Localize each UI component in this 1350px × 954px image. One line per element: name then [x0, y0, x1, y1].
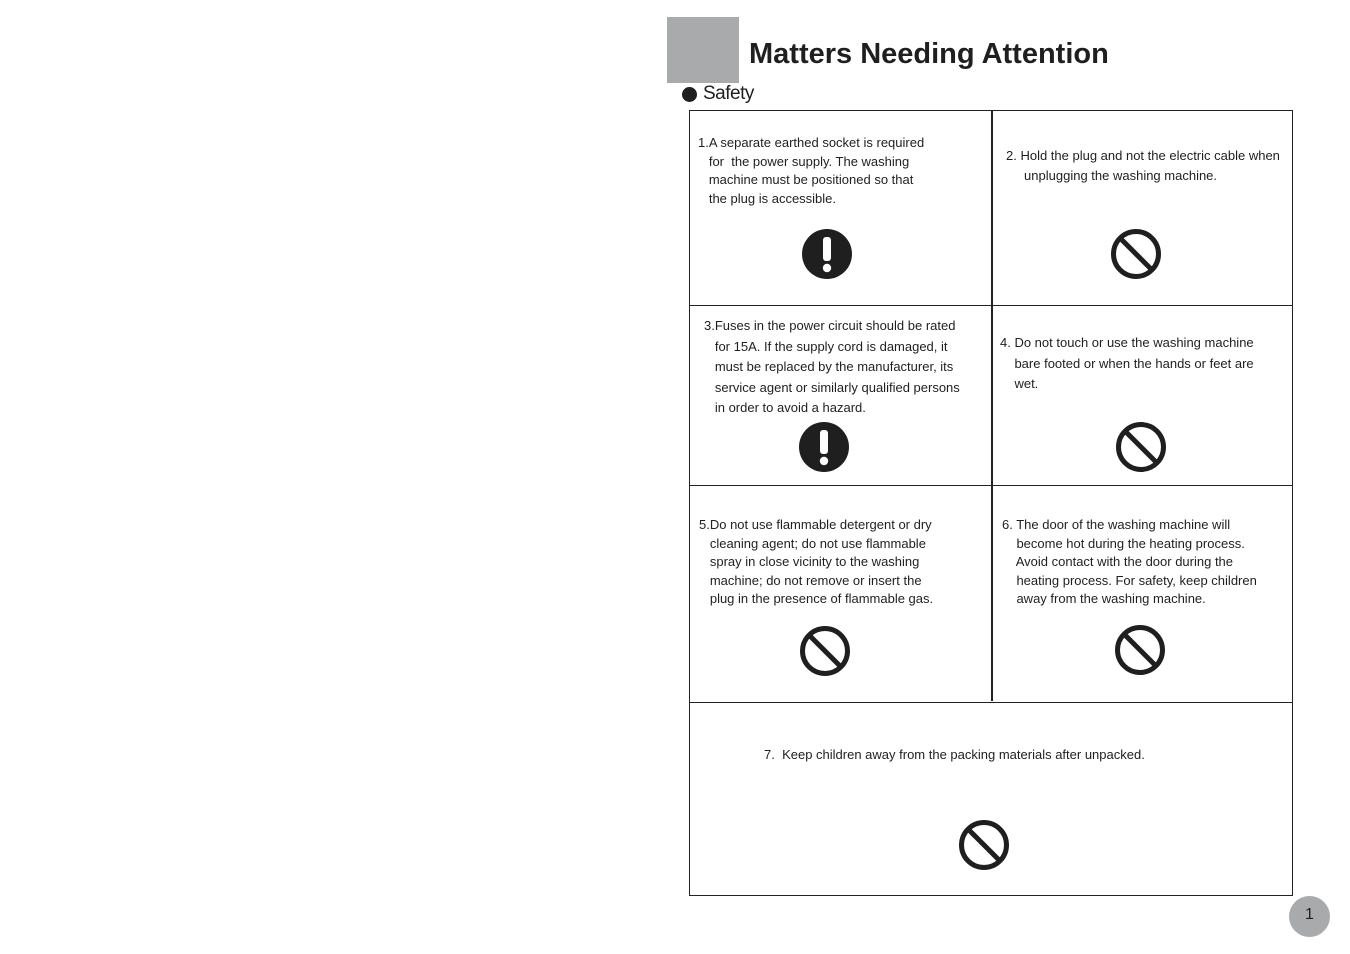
- page-number: 1: [1289, 896, 1330, 937]
- header-gray-block: [667, 17, 739, 83]
- table-divider-row-1: [690, 305, 1293, 306]
- exclamation-icon: [798, 421, 850, 473]
- safety-item-6-text: 6. The door of the washing machine will become hot during the heating process. Avoid contact with the door during the heating process. For safety, keep children away from the washing machine.: [1002, 517, 1257, 606]
- safety-item-3-text: 3.Fuses in the power circuit should be rated for 15A. If the supply cord is damaged, it must be replaced by the manufacturer, its service agent or similarly qualified persons in order to avoid a hazard.: [704, 318, 960, 415]
- prohibition-icon: [1114, 624, 1166, 676]
- table-divider-vertical: [991, 111, 993, 701]
- prohibition-icon: [958, 819, 1010, 871]
- safety-item-2-text: 2. Hold the plug and not the electric cable when unplugging the washing machine.: [1006, 148, 1280, 183]
- safety-item-1-text: 1.A separate earthed socket is required for the power supply. The washing machine must be positioned so that the plug is accessible.: [698, 135, 925, 206]
- prohibition-icon: [1115, 421, 1167, 473]
- page-title: Matters Needing Attention: [749, 38, 1109, 70]
- bullet-icon: [682, 87, 697, 102]
- section-heading: Safety: [703, 83, 754, 104]
- table-divider-row-3: [690, 702, 1293, 703]
- safety-item-4-text: 4. Do not touch or use the washing machine bare footed or when the hands or feet are wet.: [1000, 335, 1254, 391]
- exclamation-icon: [801, 228, 853, 280]
- prohibition-icon: [799, 625, 851, 677]
- table-divider-row-2: [690, 485, 1293, 486]
- safety-item-7-text: 7. Keep children away from the packing materials after unpacked.: [764, 747, 1145, 762]
- prohibition-icon: [1110, 228, 1162, 280]
- safety-item-5-text: 5.Do not use flammable detergent or dry cleaning agent; do not use flammable spray in close vicinity to the washing machine; do not remove or insert the plug in the presence of flammable gas.: [699, 517, 934, 606]
